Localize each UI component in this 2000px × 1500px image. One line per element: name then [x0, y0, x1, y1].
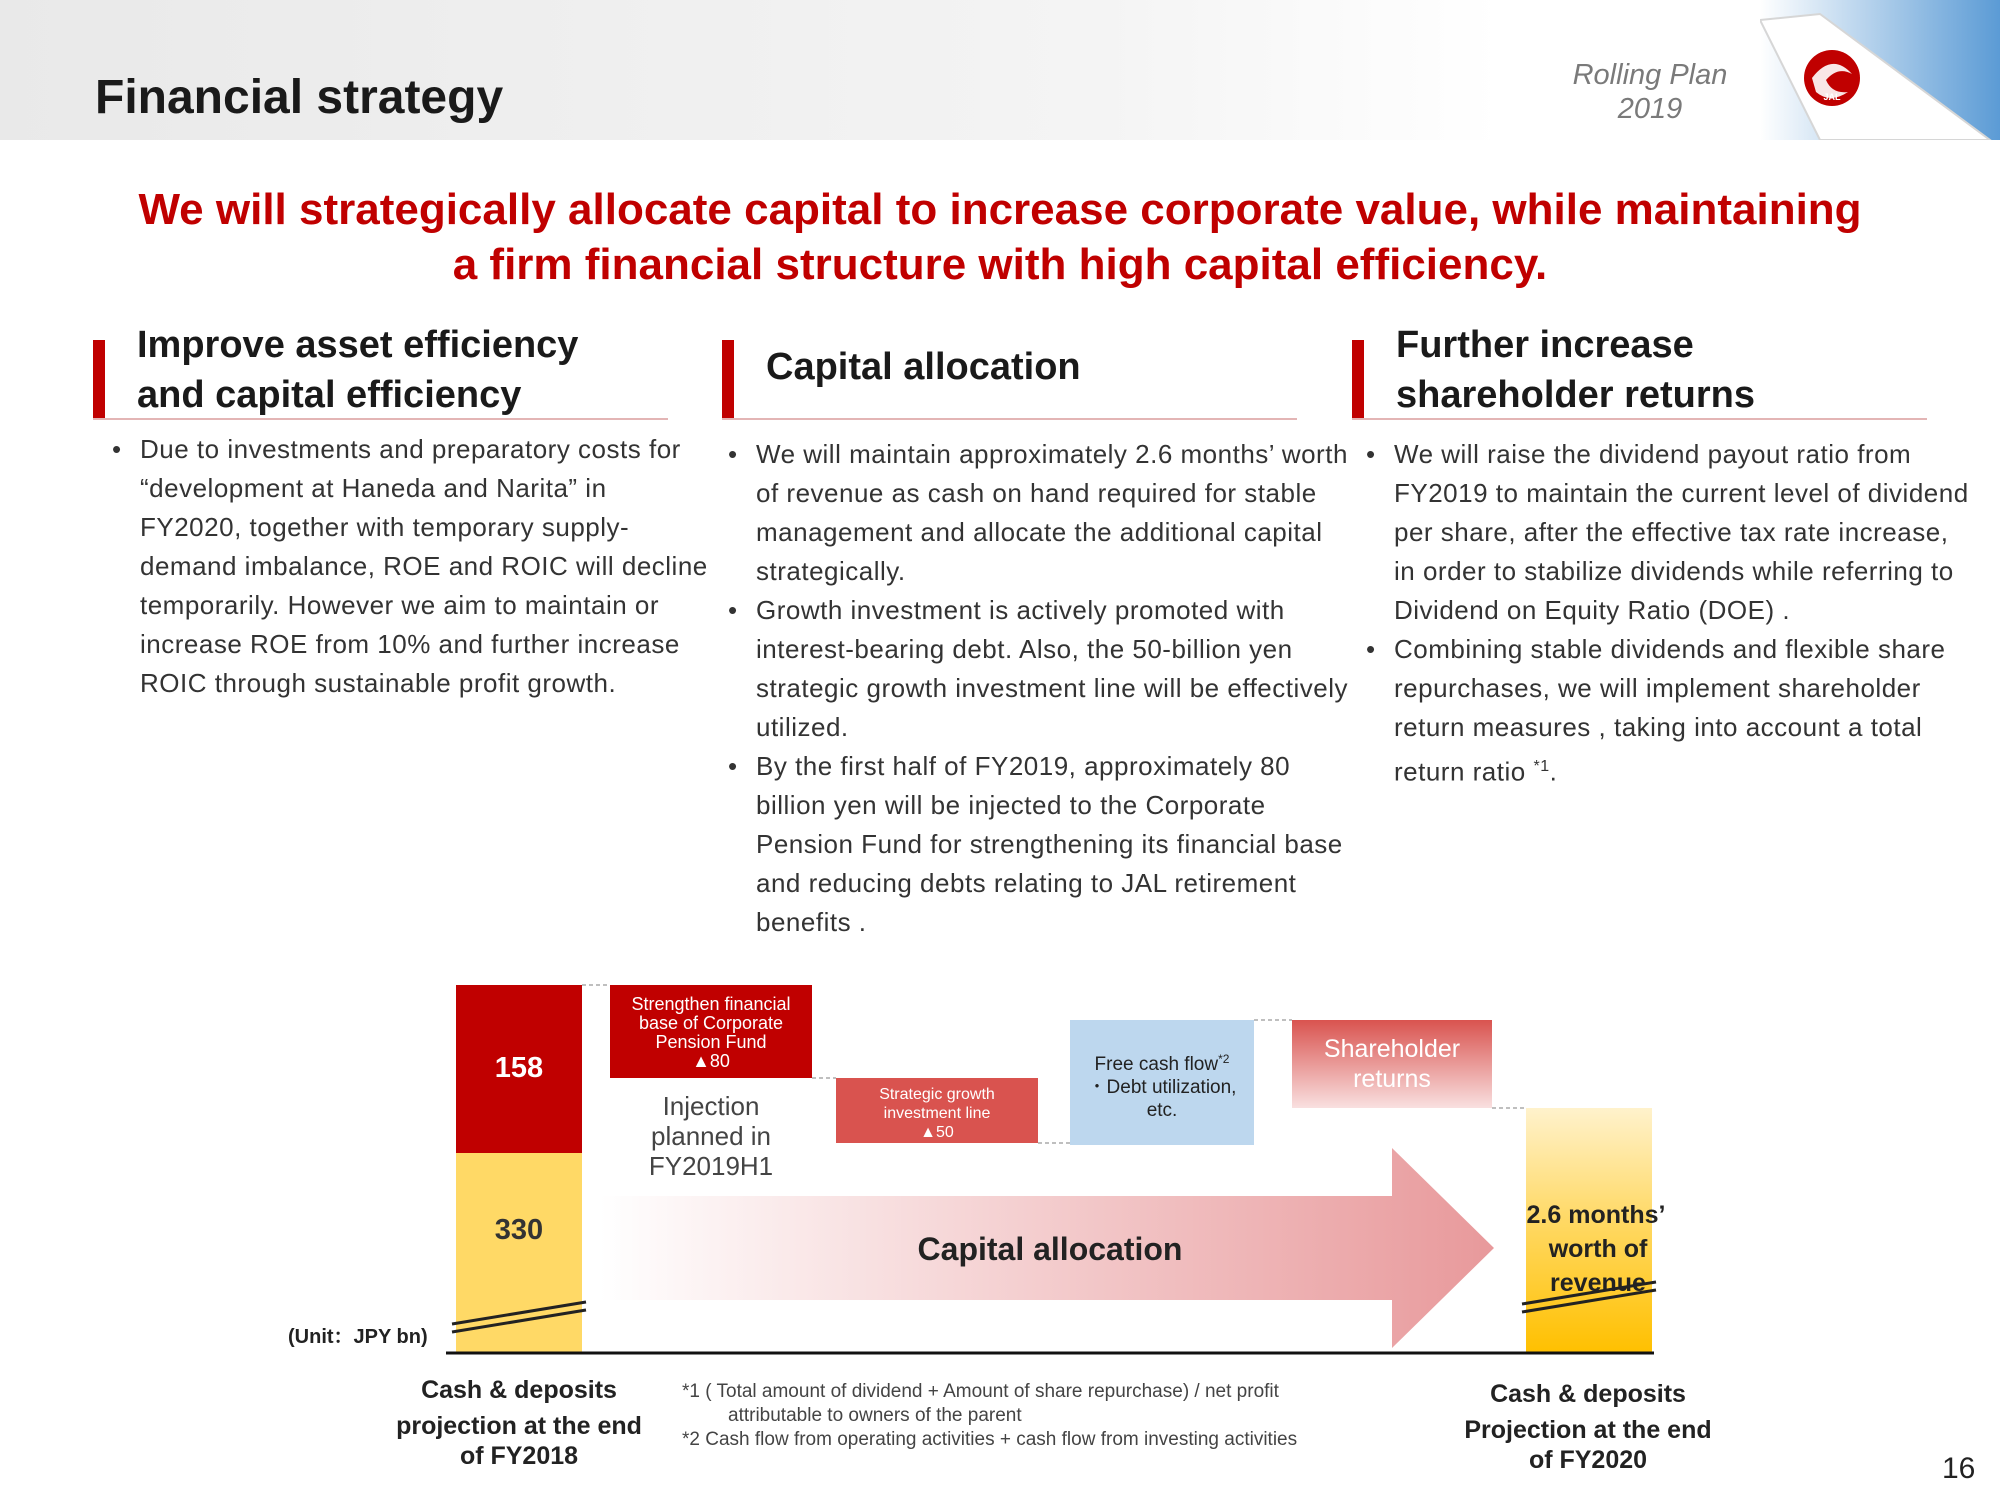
list-item: • We will raise the dividend payout ratio from FY2019 to maintain the current level of dividend per share, after the effective tax rate increase, in order to stabilize dividends while referring to Dividend on Equity Ratio (DOE) .: [1366, 435, 1976, 630]
footnote-1-cont: attributable to owners of the parent: [728, 1405, 1022, 1426]
jal-tail-logo-icon: [1760, 0, 2000, 140]
list-item: [1366, 630, 1976, 792]
fcf-line-1: Free cash flow$^{*2}$: [1094, 1052, 1230, 1075]
left-caption-line-2: projection at the end: [396, 1412, 642, 1440]
right-caption-line-2: Projection at the end: [1464, 1416, 1712, 1444]
footnotes: [682, 1380, 1297, 1452]
list-item-end: .: [1549, 756, 1558, 787]
rolling-plan-year: 2019: [1617, 93, 1683, 125]
pension-line-3: Pension Fund: [655, 1032, 767, 1052]
left-caption-line-1: Cash & deposits: [421, 1376, 617, 1404]
section-title-line-2: shareholder returns: [1396, 374, 1755, 416]
right-caption-line-3: of FY2020: [1528, 1446, 1648, 1474]
section-accent-bar: [93, 340, 105, 418]
returns-line-2: returns: [1353, 1065, 1431, 1093]
shareholder-returns-block: [1292, 1020, 1492, 1108]
left-caption-line-3: of FY2018: [459, 1442, 579, 1470]
injection-line-2: planned in: [651, 1121, 771, 1151]
svg-text:JAL: JAL: [1823, 92, 1841, 102]
section-title-line-1: Further increase: [1396, 324, 1694, 366]
headline-line-2: a firm financial structure with high capital efficiency.: [452, 240, 1548, 289]
list-item: • Due to investments and preparatory costs for “development at Haneda and Narita” in FY2020, together with temporary supply-demand imbalance, ROE and ROIC will decline temporarily. However we aim to maintain or increase ROE from 10% and further increase ROIC through sustainable profit growth.: [112, 430, 712, 703]
bar-fy2020: [1526, 1108, 1652, 1353]
page-number: 16: [1942, 1452, 1976, 1485]
list-item: • Growth investment is actively promoted with interest-bearing debt. Also, the 50-billion yen strategic growth investment line will be effectively utilized.: [728, 591, 1348, 747]
section-title-shareholder-returns: [1396, 320, 1755, 420]
growth-line-1: Strategic growth: [879, 1086, 995, 1103]
injection-line-1: Injection: [662, 1091, 760, 1121]
footnote-1: *1 ( Total amount of dividend + Amount of share repurchase) / net profit: [682, 1381, 1279, 1402]
end-line-1: 2.6 months’: [1526, 1201, 1666, 1229]
footnote-2: *2 Cash flow from operating activities + cash flow from investing activities: [682, 1429, 1298, 1450]
headline-line-1: We will strategically allocate capital to increase corporate value, while maintaining: [138, 185, 1862, 234]
column-body-asset-efficiency: [112, 430, 712, 703]
right-caption-line-1: Cash & deposits: [1490, 1380, 1686, 1408]
column-body-shareholder-returns: [1366, 435, 1976, 792]
section-head-shareholder-returns: [1352, 320, 1927, 420]
page-title: Financial strategy: [95, 71, 504, 124]
rolling-plan-label: [1540, 58, 1760, 126]
arrow-label: Capital allocation: [917, 1231, 1183, 1267]
end-line-3: revenue: [1550, 1269, 1646, 1297]
section-title-line-2: and capital efficiency: [137, 374, 522, 416]
bar-fy2018-top-value: 158: [494, 1052, 544, 1084]
growth-line-2: investment line: [883, 1105, 991, 1122]
section-title-line-1: Improve asset efficiency: [137, 324, 579, 366]
footnote-ref: *1: [1533, 758, 1550, 775]
section-title-capital-allocation: Capital allocation: [766, 346, 1081, 388]
list-item-text: Combining stable dividends and flexible share repurchases, we will implement shareholder return measures , taking into account a total return ratio: [1394, 634, 1946, 787]
column-body-capital-allocation: [728, 435, 1348, 942]
bar-fy2018-bottom-value: 330: [494, 1214, 544, 1246]
growth-value: ▲50: [920, 1124, 954, 1141]
section-accent-bar: [1352, 340, 1364, 418]
end-line-2: worth of: [1548, 1235, 1648, 1263]
headline-message: [80, 182, 1920, 292]
list-item: • We will maintain approximately 2.6 months’ worth of revenue as cash on hand required for stable management and allocate the additional capital strategically.: [728, 435, 1348, 591]
pension-line-1: Strengthen financial: [631, 994, 791, 1014]
rolling-plan-line1: Rolling Plan: [1572, 59, 1728, 91]
fcf-line-2: ・Debt utilization,: [1087, 1077, 1237, 1098]
list-item: • By the first half of FY2019, approximately 80 billion yen will be injected to the Corporate Pension Fund for strengthening its financial base and reducing debts relating to JAL retirement benefits .: [728, 747, 1348, 942]
section-title-asset-efficiency: [137, 320, 578, 420]
unit-label: (Unit：JPY bn): [288, 1326, 428, 1348]
section-head-asset-efficiency: [93, 320, 668, 420]
pension-value: ▲80: [692, 1051, 730, 1071]
injection-line-3: FY2019H1: [648, 1151, 774, 1181]
bar-fy2018-bottom-segment: [456, 1153, 582, 1353]
fcf-line-3: etc.: [1146, 1100, 1178, 1121]
section-accent-bar: [722, 340, 734, 418]
returns-line-1: Shareholder: [1323, 1035, 1461, 1063]
pension-line-2: base of Corporate: [638, 1013, 784, 1033]
section-head-capital-allocation: [722, 320, 1297, 420]
